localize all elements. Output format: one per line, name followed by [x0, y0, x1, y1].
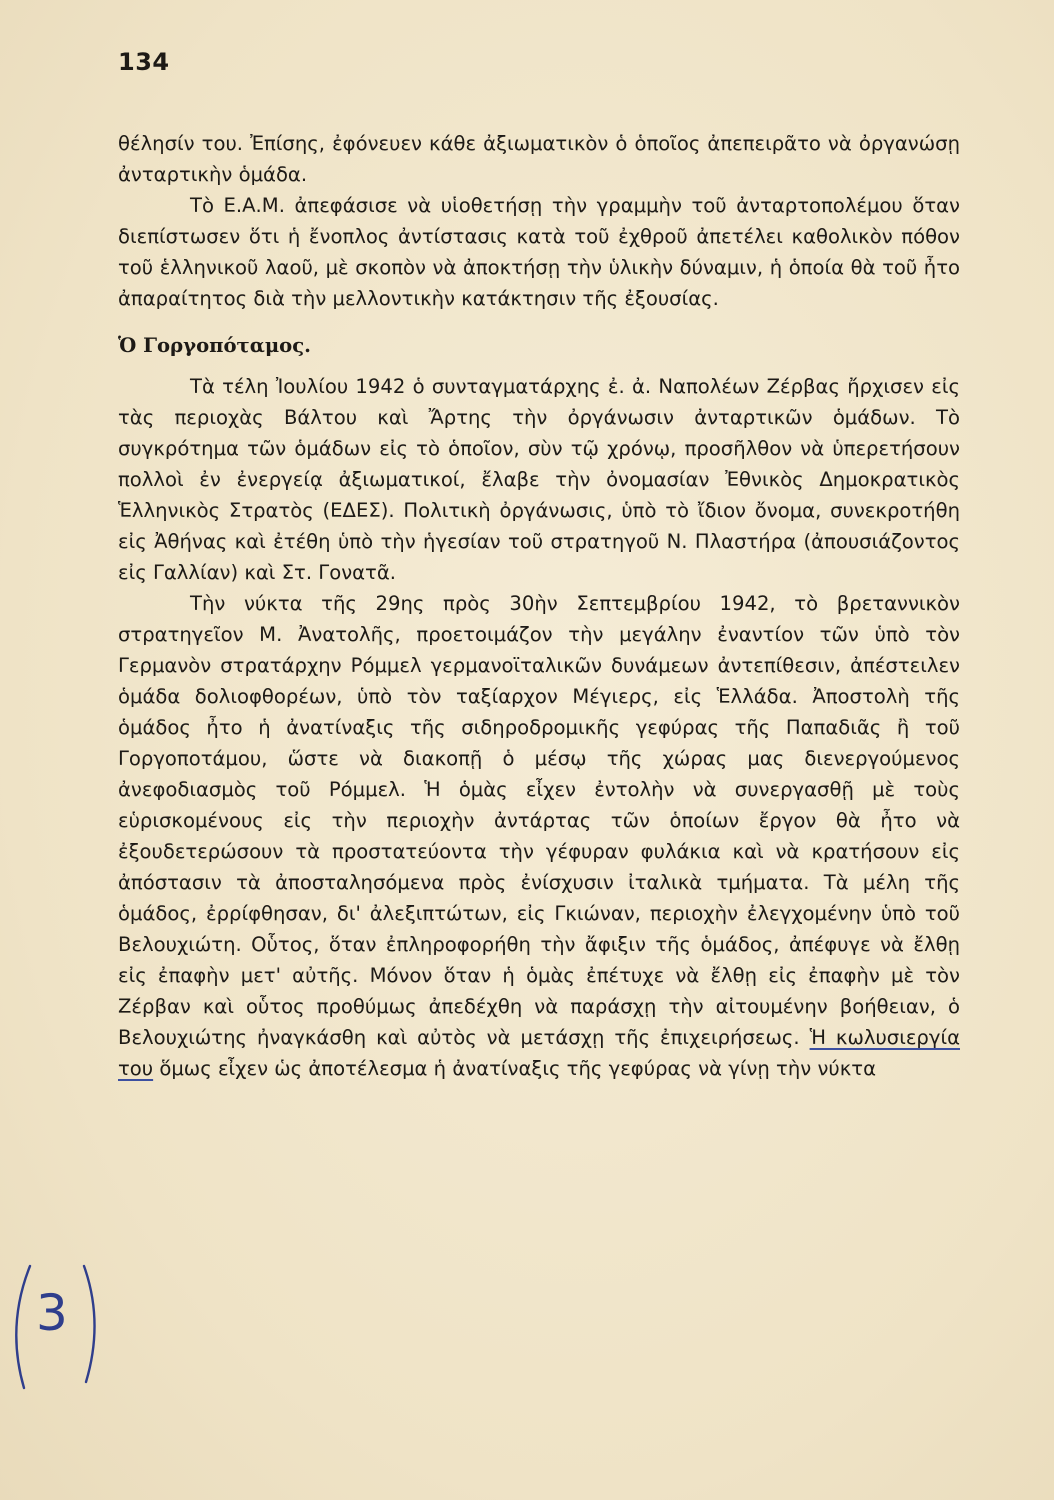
paragraph-4-text-end: ὅμως εἶχεν ὡς ἀποτέλεσμα ἡ ἀνατίναξις τῆς γεφύρας νὰ γίνῃ τὴν νύκτα	[153, 1057, 876, 1080]
handwritten-underline-phrase: Ἡ κωλυσιεργία του	[118, 1026, 960, 1080]
section-heading: Ὁ Γοργοπόταμος.	[118, 334, 311, 357]
spacer	[118, 314, 960, 320]
paragraph-3: Τὰ τέλη Ἰουλίου 1942 ὁ συνταγματάρχης ἐ. ἀ. Ναπολέων Ζέρβας ἤρχισεν εἰς τὰς περιοχὰς Βάλτου καὶ Ἄρτης τὴν ὀργάνωσιν ἀνταρτικῶν ὁμάδων. Τὸ συγκρότημα τῶν ὁμάδων εἰς τὸ ὁποῖον, σὺν τῷ χρόνῳ, προσῆλθον νὰ ὑπερετήσουν πολλοὶ ἐν ἐνεργείᾳ ἀξιωματικοί, ἔλαβε τὴν ὀνομασίαν Ἐθνικὸς Δημοκρατικὸς Ἑλληνικὸς Στρατὸς (ΕΔΕΣ). Πολιτικὴ ὀργάνωσις, ὑπὸ τὸ ἴδιον ὄνομα, συνεκροτήθη εἰς Ἀθήνας καὶ ἐτέθη ὑπὸ τὴν ἡγεσίαν τοῦ στρατηγοῦ Ν. Πλαστήρα (ἀπουσιάζοντος εἰς Γαλλίαν) καὶ Στ. Γονατᾶ.	[118, 375, 960, 584]
paragraph-4-text-start: Τὴν νύκτα τῆς 29ης πρὸς 30ὴν Σεπτεμβρίου 1942, τὸ βρεταννικὸν στρατηγεῖον Μ. Ἀνατολῆς, προετοιμάζον τὴν μεγάλην ἐναντίον τῶν ὑπὸ τὸν Γερμανὸν στρατάρχην Ρόμμελ γερμανοϊταλικῶν δυνάμεων ἀντεπίθεσιν, ἀπέστειλεν ὁμάδα δολιοφθορέων, ὑπὸ τὸν ταξίαρχον Μέγιερς, εἰς Ἑλλάδα. Ἀποστολὴ τῆς ὁμάδος ἦτο ἡ ἀνατίναξις τῆς σιδηροδρομικῆς γεφύρας τῆς Παπαδιᾶς ἢ τοῦ Γοργοποτάμου, ὥστε νὰ διακοπῇ ὁ μέσῳ τῆς χώρας μας διενεργούμενος ἀνεφοδιασμὸς τοῦ Ρόμμελ. Ἡ ὁμὰς εἶχεν ἐντολὴν νὰ συνεργασθῇ μὲ τοὺς εὑρισκομένους εἰς τὴν περιοχὴν ἀντάρτας τῶν ὁποίων ἔργον θὰ ἦτο νὰ ἐξουδετερώσουν τὰ προστατεύοντα τὴν γέφυραν φυλάκια καὶ νὰ κρατήσουν εἰς ἀπόστασιν τὰ ἀποσταλησόμενα πρὸς ἐνίσχυσιν ἰταλικὰ τμήματα. Τὰ μέλη τῆς ὁμάδος, ἐρρίφθησαν, δι' ἀλεξιπτώτων, εἰς Γκιώναν, περιοχὴν ἐλεγχομένην ὑπὸ τοῦ Βελουχιώτη. Οὗτος, ὅταν ἐπληροφορήθη τὴν ἄφιξιν τῆς ὁμάδος, ἀπέφυγε νὰ ἔλθῃ εἰς ἐπαφὴν μετ' αὐτῆς. Μόνον ὅταν ἡ ὁμὰς ἐπέτυχε νὰ ἔλθῃ εἰς ἐπαφὴν μὲ τὸν Ζέρβαν καὶ οὗτος προθύμως ἀπεδέχθη νὰ παράσχῃ τὴν αἰτουμένην βοήθειαν, ὁ Βελουχιώτης ἠναγκάσθη καὶ αὐτὸς νὰ μετάσχῃ τῆς ἐπιχειρήσεως.	[118, 592, 960, 1049]
paragraph-1: θέλησίν του. Ἐπίσης, ἐφόνευεν κάθε ἀξιωματικὸν ὁ ὁποῖος ἀπεπειρᾶτο νὰ ὀργανώσῃ ἀνταρτικὴν ὁμάδα.	[118, 132, 960, 186]
paragraph-2: Τὸ Ε.Α.Μ. ἀπεφάσισε νὰ υἱοθετήσῃ τὴν γραμμὴν τοῦ ἀνταρτοπολέμου ὅταν διεπίστωσεν ὅτι ἡ ἔνοπλος ἀντίστασις κατὰ τοῦ ἐχθροῦ ἀπετέλει καθολικὸν πόθον τοῦ ἑλληνικοῦ λαοῦ, μὲ σκοπὸν νὰ ἀποκτήσῃ τὴν ὑλικὴν δύναμιν, ἡ ὁποία θὰ τοῦ ἦτο ἀπαραίτητος διὰ τὴν μελλοντικὴν κατάκτησιν τῆς ἐξουσίας.	[118, 194, 960, 310]
handwritten-margin-note	[4, 1262, 104, 1392]
paragraph-4	[118, 588, 960, 1084]
page-number: 134	[118, 48, 170, 76]
body-text	[118, 128, 960, 1084]
margin-note-number: 3	[36, 1284, 68, 1342]
